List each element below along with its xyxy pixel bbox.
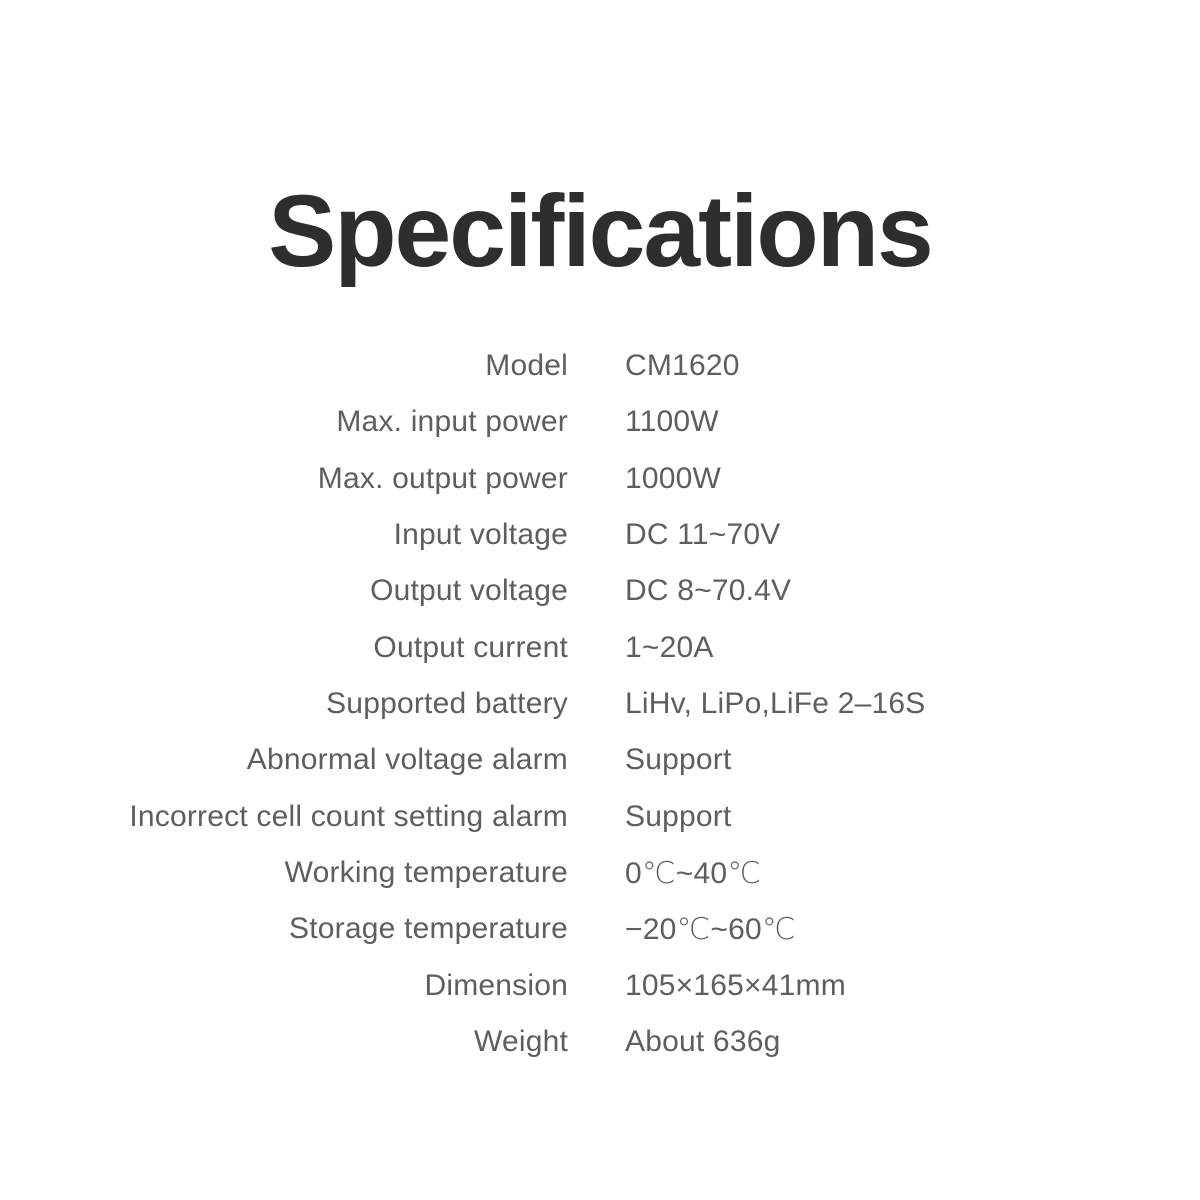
spec-row: [120, 732, 925, 788]
spec-value: Support: [625, 743, 732, 777]
spec-row: [120, 845, 925, 901]
spec-label: Dimension: [424, 968, 568, 1002]
spec-row: [120, 620, 925, 676]
spec-label: Input voltage: [393, 518, 568, 552]
spec-value: LiHv, LiPo,LiFe 2–16S: [625, 687, 926, 721]
spec-label: Supported battery: [326, 687, 568, 721]
spec-row: [120, 451, 925, 507]
spec-value: Support: [625, 799, 732, 833]
spec-value: About 636g: [625, 1025, 781, 1059]
spec-value: CM1620: [625, 349, 740, 383]
spec-row: [120, 958, 925, 1014]
spec-value: 105×165×41mm: [625, 968, 846, 1002]
spec-value: 1~20A: [625, 630, 714, 664]
spec-row: [120, 789, 925, 845]
spec-label: Weight: [473, 1025, 568, 1059]
spec-row: [120, 676, 925, 732]
spec-value: 1000W: [625, 461, 722, 495]
spec-row: [120, 563, 925, 619]
spec-row: [120, 1014, 925, 1070]
spec-row: [120, 394, 925, 450]
spec-value: 0℃~40℃: [625, 856, 762, 890]
spec-label: Max. output power: [317, 461, 568, 495]
spec-label: Output current: [373, 630, 568, 664]
spec-label: Abnormal voltage alarm: [246, 743, 568, 777]
spec-label: Working temperature: [284, 856, 568, 890]
spec-value: DC 8~70.4V: [625, 574, 792, 608]
spec-label: Output voltage: [370, 574, 568, 608]
spec-value: 1100W: [625, 405, 719, 439]
spec-row: [120, 338, 925, 394]
spec-row: [120, 901, 925, 957]
spec-row: [120, 507, 925, 563]
page-title: Specifications: [268, 174, 932, 288]
spec-value: DC 11~70V: [625, 518, 781, 552]
spec-label: Max. input power: [336, 405, 568, 439]
spec-label: Storage temperature: [289, 912, 568, 946]
spec-value: −20℃~60℃: [625, 912, 796, 946]
spec-label: Model: [485, 349, 568, 383]
spec-label: Incorrect cell count setting alarm: [129, 799, 568, 833]
spec-table: [120, 338, 925, 1070]
